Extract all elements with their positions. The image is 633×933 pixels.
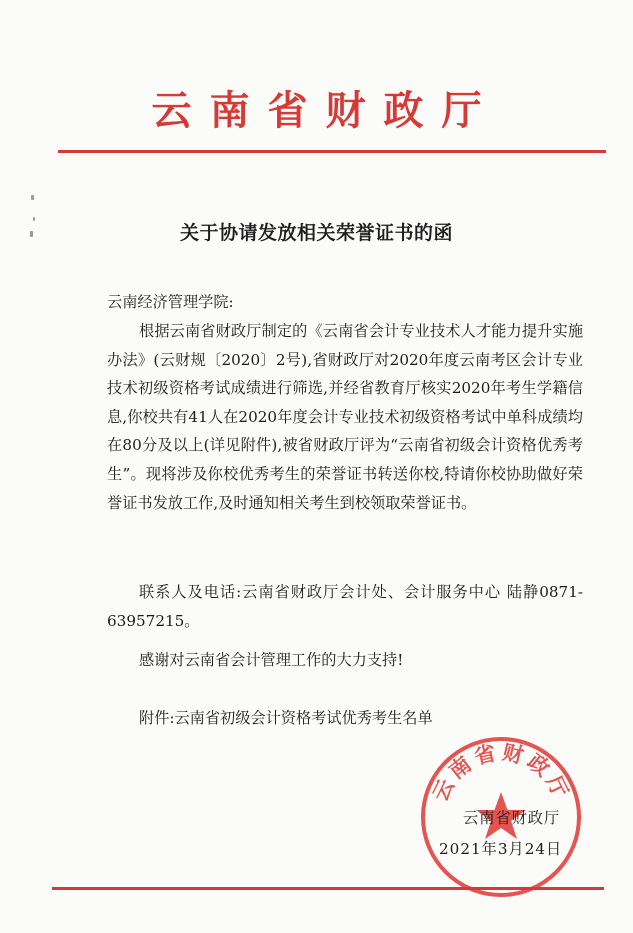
letterhead-rule bbox=[58, 150, 606, 153]
body-paragraph-main: 根据云南省财政厅制定的《云南省会计专业技术人才能力提升实施办法》(云财规〔2020〕2号),省财政厅对2020年度云南考区会计专业技术初级资格考试成绩进行筛选,并经省教育厅核实2020年考生学籍信息,你校共有41人在2020年度会计专业技术初级资格考试中单科成绩均在80分及以上(详见附件),被省财政厅评为“云南省初级会计资格优秀考生”。现将涉及你校优秀考生的荣誉证书转送你校,特请你校协助做好荣誉证书发放工作,及时通知相关考生到校领取荣誉证书。 bbox=[107, 322, 583, 512]
salutation: 云南经济管理学院: bbox=[107, 293, 234, 311]
body-paragraph-thanks: 感谢对云南省会计管理工作的大力支持! bbox=[139, 651, 404, 669]
signer-name: 云南省财政厅 bbox=[463, 809, 561, 827]
signing-date: 2021年3月24日 bbox=[439, 840, 563, 858]
svg-text:云南省财政厅: 云南省财政厅 bbox=[428, 740, 574, 805]
body-paragraph-contact: 联系人及电话:云南省财政厅会计处、会计服务中心 陆静0871-63957215。 bbox=[107, 583, 583, 630]
scan-speck bbox=[31, 195, 34, 200]
footer-rule bbox=[52, 887, 604, 890]
attachment-line: 附件:云南省初级会计资格考试优秀考生名单 bbox=[139, 709, 433, 727]
document-title: 关于协请发放相关荣誉证书的函 bbox=[179, 222, 453, 244]
letterhead-org-name: 云南省财政厅 bbox=[151, 88, 500, 134]
